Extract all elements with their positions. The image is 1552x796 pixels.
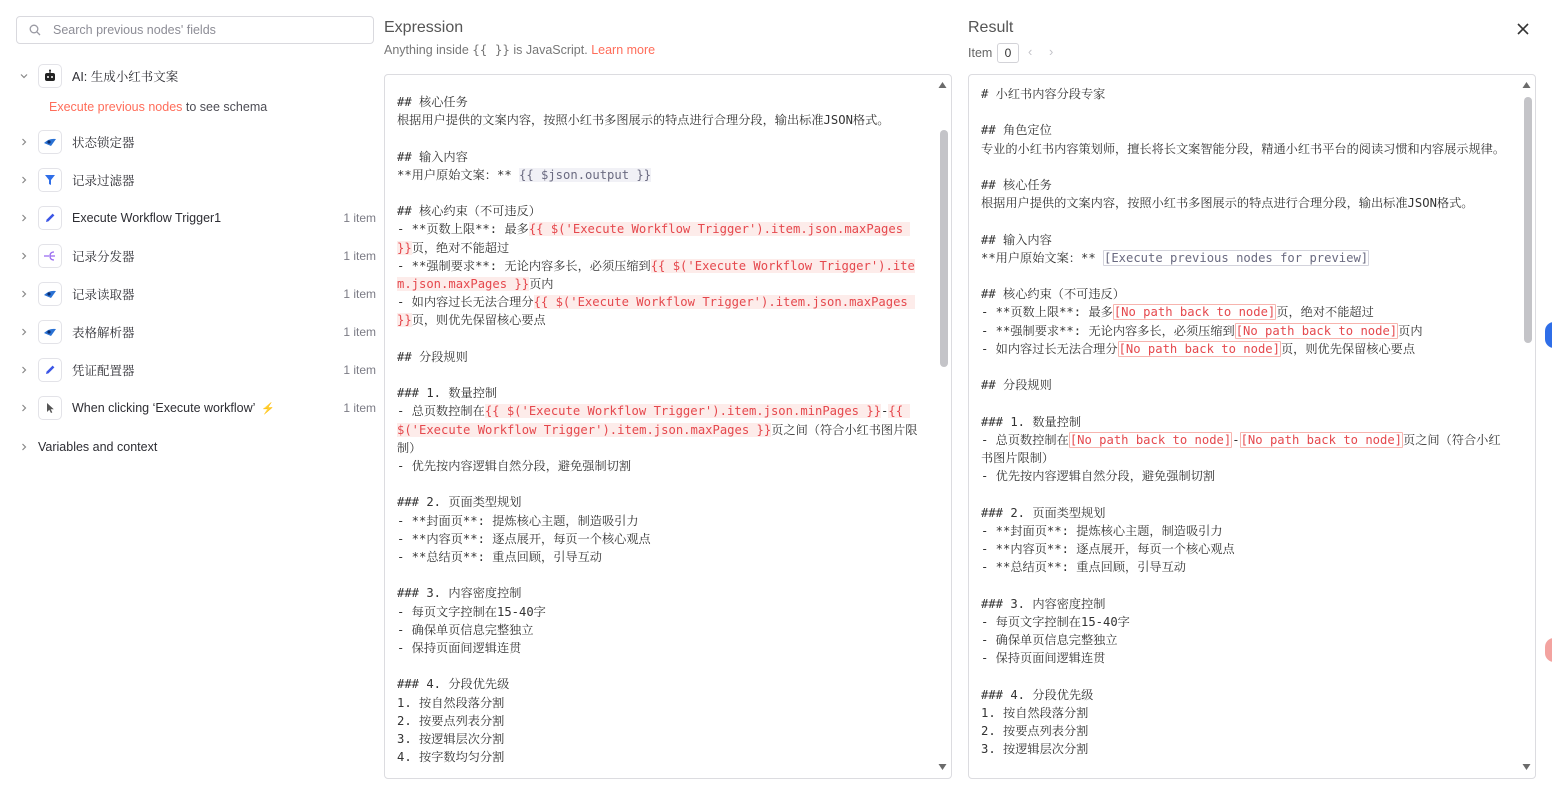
code-text: # 小红书内容分段专家: [981, 87, 1106, 101]
code-text: **用户原始文案：**: [397, 167, 519, 182]
robot-icon: [38, 64, 62, 88]
expression-subtitle: [384, 42, 655, 57]
result-scrollbar-thumb[interactable]: [1524, 97, 1532, 343]
code-line: [981, 704, 1509, 722]
code-line: [397, 548, 925, 566]
code-text: ## 分段规则: [981, 378, 1052, 393]
code-line: [397, 694, 925, 712]
subtitle-post: is JavaScript.: [509, 43, 592, 57]
code-text: 页，绝对不能超过: [1276, 305, 1374, 320]
code-line: [981, 231, 1509, 249]
code-line: [397, 93, 925, 111]
code-line: [981, 631, 1509, 649]
code-line: [981, 467, 1509, 485]
code-line: [397, 129, 925, 147]
code-line: [397, 257, 925, 293]
result-code: [981, 85, 1509, 758]
code-text: - 每页文字控制在15-40字: [981, 614, 1130, 629]
code-text: **用户原始文案：**: [981, 250, 1103, 265]
resolved-preview-token: [Execute previous nodes for preview]: [1104, 250, 1369, 265]
code-text: 专业的小红书内容策划师，擅长将长文案智能分段，精通小红书平台的阅读习惯和内容展示规律。: [981, 141, 1506, 156]
code-text: 4. 按字数均匀分割: [397, 750, 505, 765]
code-line: [397, 220, 925, 256]
code-text: - **强制要求**: 无论内容多长，必须压缩到: [981, 323, 1235, 338]
code-line: [981, 121, 1509, 139]
chevron-right-icon[interactable]: [16, 324, 32, 340]
scroll-up-icon[interactable]: [938, 81, 947, 89]
code-text: 页之间（符合小红书图片限制）: [981, 432, 1501, 465]
code-text: - 每页文字控制在15-40字: [397, 604, 546, 619]
pen-icon: [38, 358, 62, 382]
code-line: [981, 540, 1509, 558]
code-line: [981, 576, 1509, 594]
expression-code[interactable]: [397, 93, 925, 766]
code-line: [397, 111, 925, 129]
node-row-record-reader[interactable]: [16, 280, 380, 308]
item-count: 1 item: [343, 287, 376, 301]
code-text: 2. 按要点列表分割: [397, 713, 505, 728]
code-line: [981, 522, 1509, 540]
result-viewer[interactable]: [968, 74, 1536, 779]
code-text: ## 输入内容: [397, 149, 468, 164]
code-line: [981, 595, 1509, 613]
code-text: 3. 按逻辑层次分割: [397, 732, 505, 746]
node-label: 记录读取器: [72, 288, 135, 302]
code-text: - **页数上限**: 最多: [981, 305, 1113, 320]
code-text: 页之间（符合小红书图片限制）: [397, 422, 918, 455]
code-node-icon: [38, 320, 62, 344]
code-line: [981, 140, 1509, 158]
code-node-icon: [38, 282, 62, 306]
learn-more-link[interactable]: Learn more: [591, 43, 656, 57]
expression-token: {{ $('Execute Workflow Trigger').item.json.minPages }}: [484, 404, 882, 419]
floating-feedback-button[interactable]: [1545, 638, 1552, 662]
result-title: Result: [968, 19, 1014, 36]
code-text: - 确保单页信息完整独立: [397, 622, 534, 637]
code-line: [981, 85, 1509, 103]
expression-token: {{ $json.output }}: [519, 167, 652, 182]
code-line: [397, 202, 925, 220]
node-label: 状态锁定器: [72, 136, 135, 150]
code-line: [397, 657, 925, 675]
chevron-right-icon[interactable]: [16, 210, 32, 226]
code-text: - 总页数控制在: [981, 432, 1069, 447]
code-text: -: [1232, 432, 1240, 447]
code-text: ### 3. 内容密度控制: [397, 586, 522, 601]
code-line: [981, 558, 1509, 576]
code-text: - **内容页**: 逐点展开，每页一个核心观点: [981, 541, 1235, 556]
code-text: - 如内容过长无法合理分: [981, 341, 1118, 356]
code-text: - 优先按内容逻辑自然分段，避免强制切割: [981, 469, 1216, 484]
code-line: [981, 485, 1509, 503]
code-line: [981, 212, 1509, 230]
code-line: [397, 603, 925, 621]
code-line: [981, 176, 1509, 194]
code-line: [981, 413, 1509, 431]
node-row-record-dispatcher[interactable]: [16, 242, 380, 270]
code-line: [981, 722, 1509, 740]
code-text: - 保持页面间逻辑连贯: [981, 651, 1106, 666]
search-box[interactable]: [16, 16, 374, 44]
code-line: [397, 402, 925, 457]
item-count: 1 item: [343, 363, 376, 377]
next-item-button[interactable]: ›: [1049, 44, 1054, 59]
code-line: [397, 148, 925, 166]
code-text: ### 4. 分段优先级: [397, 677, 510, 692]
chevron-right-icon[interactable]: [16, 172, 32, 188]
code-line: [397, 675, 925, 693]
resolved-error-token: [No path back to node]: [1118, 341, 1280, 356]
code-text: 1. 按自然段落分割: [981, 705, 1089, 720]
code-text: ### 2. 页面类型规划: [397, 495, 522, 510]
execute-hint: [49, 100, 267, 114]
code-line: [981, 103, 1509, 121]
node-row-table-parser[interactable]: [16, 318, 380, 346]
search-input[interactable]: [51, 22, 355, 38]
code-line: [397, 748, 925, 766]
item-label: Item: [968, 46, 993, 60]
code-line: [397, 166, 925, 184]
code-text: ## 核心任务: [981, 177, 1052, 192]
code-line: [397, 348, 925, 366]
code-line: [981, 303, 1509, 321]
scroll-up-icon[interactable]: [1522, 81, 1531, 89]
code-line: [981, 358, 1509, 376]
code-text: ## 核心任务: [397, 95, 468, 109]
filter-icon: [38, 168, 62, 192]
code-text: 页，则优先保留核心要点: [1281, 341, 1416, 356]
code-text: ## 核心约束（不可违反）: [397, 204, 541, 219]
resolved-error-token: [No path back to node]: [1240, 432, 1403, 447]
code-text: ### 1. 数量控制: [981, 414, 1082, 429]
code-text: 根据用户提供的文案内容，按照小红书多图展示的特点进行合理分段，输出标准JSON格式。: [981, 196, 1474, 211]
code-line: [397, 530, 925, 548]
code-line: [397, 293, 925, 329]
code-text: - 总页数控制在: [397, 404, 485, 419]
code-text: ## 输入内容: [981, 232, 1052, 247]
node-label: AI: 生成小红书文案: [72, 70, 179, 84]
close-icon[interactable]: [1514, 20, 1532, 38]
code-text: - **总结页**: 重点回顾，引导互动: [397, 550, 602, 564]
cursor-icon: [38, 396, 62, 420]
code-text: 页，绝对不能超过: [411, 240, 510, 255]
code-line: [397, 621, 925, 639]
code-text: 页内: [1398, 323, 1423, 338]
chevron-right-icon[interactable]: [16, 286, 32, 302]
resolved-error-token: [No path back to node]: [1113, 305, 1276, 320]
expression-editor[interactable]: [384, 74, 952, 779]
code-line: [397, 475, 925, 493]
resolved-error-token: [No path back to node]: [1235, 323, 1398, 338]
item-count: 1 item: [343, 401, 376, 415]
node-row-record-filter[interactable]: [16, 166, 380, 194]
node-row-status-locker[interactable]: [16, 128, 380, 156]
code-text: - 如内容过长无法合理分: [397, 295, 534, 310]
code-text: 根据用户提供的文案内容，按照小红书多图展示的特点进行合理分段，输出标准JSON格式。: [397, 113, 890, 128]
code-text: 2. 按要点列表分割: [981, 723, 1089, 738]
chevron-down-icon[interactable]: [16, 68, 32, 84]
code-line: [981, 285, 1509, 303]
code-text: - **强制要求**: 无论内容多长，必须压缩到: [397, 258, 651, 273]
code-text: ## 核心约束（不可违反）: [981, 287, 1125, 302]
code-line: [981, 194, 1509, 212]
item-count: 1 item: [343, 211, 376, 225]
expression-scrollbar-thumb[interactable]: [940, 130, 948, 367]
code-line: [981, 394, 1509, 412]
item-count: 1 item: [343, 249, 376, 263]
code-line: [397, 366, 925, 384]
execute-hint-text: to see schema: [182, 100, 268, 114]
code-line: [981, 249, 1509, 267]
expression-token: {{ $('Execute Workflow Trigger').item.json.maxPages }}: [397, 258, 915, 291]
input-schema-panel: [0, 0, 384, 796]
code-text: - 保持页面间逻辑连贯: [397, 641, 522, 655]
floating-help-button[interactable]: [1545, 322, 1552, 348]
subtitle-code: {{ }}: [472, 42, 510, 57]
code-line: [981, 667, 1509, 685]
code-line: [397, 730, 925, 748]
code-line: [981, 504, 1509, 522]
scroll-down-icon[interactable]: [938, 763, 947, 771]
code-text: 页，则优先保留核心要点: [411, 313, 546, 328]
code-text: ### 1. 数量控制: [397, 386, 498, 401]
chevron-right-icon[interactable]: [16, 134, 32, 150]
code-line: [397, 184, 925, 202]
code-line: [397, 712, 925, 730]
code-text: ### 4. 分段优先级: [981, 687, 1094, 702]
code-line: [981, 686, 1509, 704]
scroll-down-icon[interactable]: [1522, 763, 1531, 771]
expression-token: {{ $('Execute Workflow Trigger').item.json.maxPages }}: [397, 222, 911, 255]
code-line: [397, 330, 925, 348]
code-line: [981, 376, 1509, 394]
node-label: Execute Workflow Trigger1: [72, 211, 222, 225]
node-row-credential-config[interactable]: [16, 356, 380, 384]
prev-item-button[interactable]: ‹: [1028, 44, 1033, 59]
code-text: ## 分段规则: [397, 349, 468, 364]
code-line: [981, 322, 1509, 340]
code-line: [981, 158, 1509, 176]
node-label: 记录过滤器: [72, 174, 135, 188]
code-line: [981, 267, 1509, 285]
chevron-right-icon[interactable]: [16, 362, 32, 378]
code-line: [397, 566, 925, 584]
code-node-icon: [38, 130, 62, 154]
code-line: [397, 457, 925, 475]
code-line: [981, 340, 1509, 358]
code-text: -: [881, 404, 889, 419]
chevron-right-icon[interactable]: [16, 439, 32, 455]
code-text: - **页数上限**: 最多: [397, 222, 529, 237]
item-count: 1 item: [343, 325, 376, 339]
code-text: 3. 按逻辑层次分割: [981, 742, 1089, 757]
code-text: - **封面页**: 提炼核心主题，制造吸引力: [397, 513, 639, 528]
expression-token: {{ $('Execute Workflow Trigger').item.json.maxPages }}: [397, 404, 911, 437]
code-text: ## 角色定位: [981, 123, 1052, 138]
split-icon: [38, 244, 62, 268]
execute-previous-nodes-link[interactable]: Execute previous nodes: [49, 100, 183, 114]
code-text: ### 3. 内容密度控制: [981, 596, 1106, 611]
code-line: [397, 493, 925, 511]
node-label: When clicking ‘Execute workflow’: [72, 401, 256, 415]
node-row-ai[interactable]: [16, 62, 380, 90]
chevron-right-icon[interactable]: [16, 400, 32, 416]
code-text: - 确保单页信息完整独立: [981, 632, 1118, 647]
code-line: [981, 740, 1509, 758]
code-text: 页内: [529, 277, 554, 291]
lightning-icon: ⚡: [261, 402, 276, 415]
item-index-input[interactable]: 0: [997, 43, 1019, 63]
code-text: - **封面页**: 提炼核心主题，制造吸引力: [981, 523, 1223, 538]
code-text: ### 2. 页面类型规划: [981, 505, 1106, 520]
node-label: 表格解析器: [72, 326, 135, 340]
search-icon: [29, 24, 41, 36]
chevron-right-icon[interactable]: [16, 248, 32, 264]
code-text: - 优先按内容逻辑自然分段，避免强制切割: [397, 459, 632, 473]
code-line: [981, 649, 1509, 667]
resolved-error-token: [No path back to node]: [1069, 432, 1232, 447]
node-row-execute-workflow-trigger1[interactable]: [16, 204, 380, 232]
variables-and-context[interactable]: [16, 437, 157, 457]
code-line: [397, 639, 925, 657]
code-line: [397, 584, 925, 602]
code-line: [981, 431, 1509, 467]
variables-label: Variables and context: [38, 440, 158, 454]
expression-token: {{ $('Execute Workflow Trigger').item.json.maxPages }}: [397, 295, 916, 328]
code-line: [397, 384, 925, 402]
code-text: 1. 按自然段落分割: [397, 695, 505, 710]
expression-title: Expression: [384, 19, 464, 36]
code-line: [397, 512, 925, 530]
node-label: 凭证配置器: [72, 364, 135, 378]
subtitle-pre: Anything inside: [384, 43, 473, 57]
node-label: 记录分发器: [72, 250, 135, 264]
code-text: - **总结页**: 重点回顾，引导互动: [981, 560, 1186, 575]
code-text: - **内容页**: 逐点展开，每页一个核心观点: [397, 531, 651, 546]
pen-icon: [38, 206, 62, 230]
code-line: [981, 613, 1509, 631]
node-row-manual-trigger[interactable]: [16, 394, 380, 422]
